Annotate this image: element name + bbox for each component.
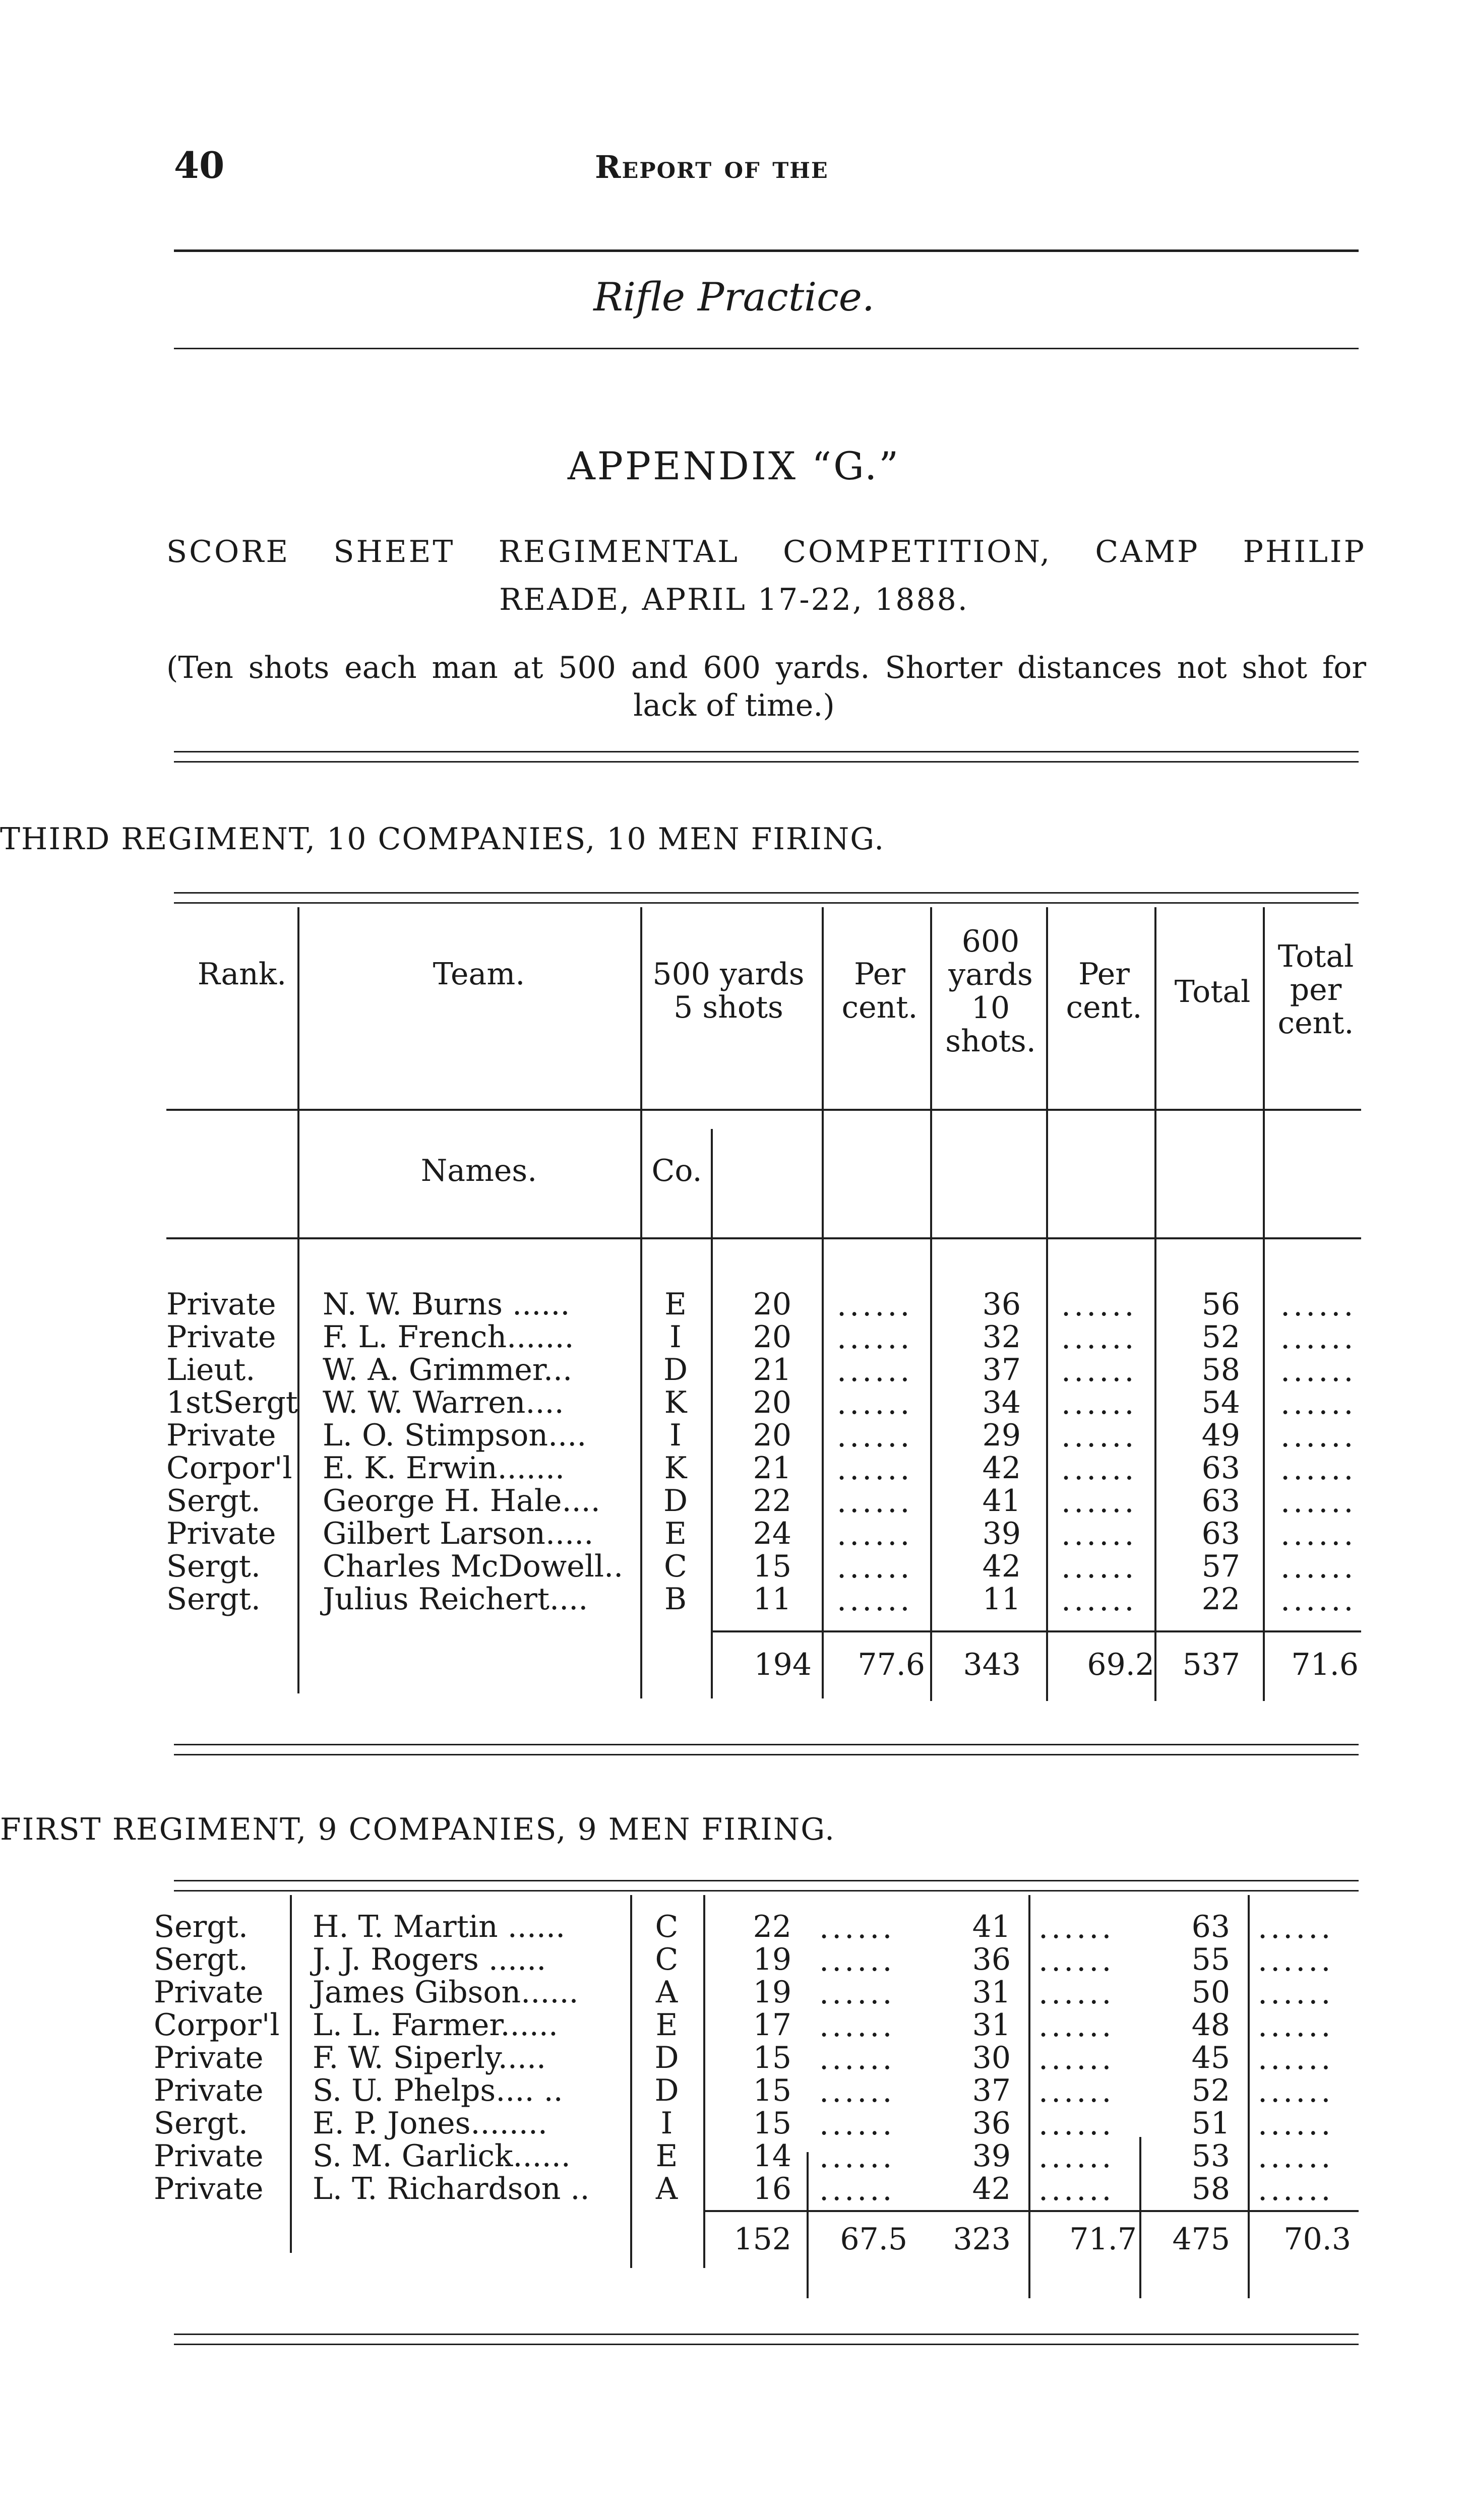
- name-cell: L. L. Farmer......: [313, 2007, 558, 2043]
- co-cell: D: [654, 2040, 679, 2075]
- col-header-pc2-line1: Per: [1078, 957, 1130, 992]
- yards-500-cell: 20: [753, 1385, 791, 1420]
- column-rule-2: [711, 1129, 713, 1698]
- per-cent-dots: ......: [837, 1386, 913, 1421]
- yards-600-cell: 42: [982, 1549, 1021, 1584]
- total-per-cent-2: 71.7: [1069, 2222, 1137, 2257]
- co-cell: K: [664, 1451, 687, 1486]
- header-divider-2: [166, 1237, 1361, 1239]
- co-cell: A: [655, 2171, 678, 2207]
- col-header-600-line2: yards: [948, 957, 1033, 992]
- name-cell: E. P. Jones........: [313, 2106, 547, 2141]
- total-per-cent-dots: ......: [1280, 1288, 1357, 1323]
- column-rule-7: [1263, 907, 1265, 1701]
- per-cent-dots: ......: [837, 1583, 913, 1618]
- per-cent-dots: ......: [1038, 1976, 1115, 2011]
- name-cell: S. U. Phelps.... ..: [313, 2073, 563, 2108]
- rank-cell: Private: [166, 1418, 276, 1453]
- per-cent-dots: ......: [819, 1910, 895, 1945]
- divider-double-top: [174, 751, 1359, 752]
- total-per-cent-dots: ......: [1280, 1484, 1357, 1520]
- total-per-cent-dots: ......: [1280, 1386, 1357, 1421]
- yards-500-cell: 21: [753, 1451, 791, 1486]
- yards-500-cell: 19: [753, 1975, 791, 2010]
- per-cent-dots: ......: [819, 2172, 895, 2208]
- column-rule-6: [1154, 907, 1156, 1701]
- column-rule-5: [1046, 907, 1048, 1701]
- yards-500-cell: 11: [753, 1582, 791, 1617]
- col-header-pc1-line1: Per: [854, 957, 905, 992]
- total-per-cent-dots: ......: [1258, 2172, 1334, 2208]
- column-rule-5: [1139, 2137, 1141, 2298]
- rank-cell: Sergt.: [166, 1582, 261, 1617]
- yards-600-cell: 34: [982, 1385, 1021, 1420]
- first-table-top-rule-2: [174, 1890, 1359, 1892]
- total-per-cent-dots: ......: [1258, 1943, 1334, 1978]
- per-cent-dots: ......: [819, 1976, 895, 2011]
- page-number: 40: [174, 144, 225, 186]
- yards-600-cell: 36: [982, 1287, 1021, 1322]
- rank-cell: Private: [154, 2073, 264, 2108]
- co-cell: I: [660, 2106, 673, 2141]
- appendix-title: APPENDIX “G.”: [567, 444, 901, 488]
- yards-500-cell: 20: [753, 1287, 791, 1322]
- yards-600-cell: 37: [982, 1352, 1021, 1388]
- yards-600-cell: 30: [972, 2040, 1011, 2075]
- total-cell: 45: [1191, 2040, 1230, 2075]
- rank-cell: Private: [154, 2171, 264, 2207]
- col-header-600-yards: [935, 925, 1046, 1058]
- total-per-cent-dots: ......: [1280, 1320, 1357, 1356]
- co-cell: K: [664, 1385, 687, 1420]
- total-cell: 51: [1191, 2106, 1230, 2141]
- total-per-cent-dots: ......: [1258, 1976, 1334, 2011]
- col-header-tpc-line3: cent.: [1277, 1005, 1354, 1041]
- per-cent-dots: ......: [819, 2074, 895, 2109]
- header-rule-top: [174, 249, 1359, 252]
- col-header-per-cent-1: [827, 958, 933, 1024]
- total-cell: 63: [1201, 1483, 1240, 1519]
- total-per-cent-dots: ......: [1258, 2107, 1334, 2142]
- per-cent-dots: ......: [1061, 1288, 1137, 1323]
- section-title: Rifle Practice.: [593, 275, 875, 320]
- total-per-cent-dots: ......: [1258, 2139, 1334, 2175]
- yards-500-cell: 21: [753, 1352, 791, 1388]
- total-per-cent-dots: ......: [1258, 2008, 1334, 2044]
- col-header-pc2-line2: cent.: [1066, 990, 1142, 1025]
- total-per-cent-1: 77.6: [858, 1647, 925, 1682]
- note-line-1: (Ten shots each man at 500 and 600 yards. Shorter distances not shot for: [166, 650, 1366, 685]
- per-cent-dots: ......: [1038, 2139, 1115, 2175]
- co-cell: A: [655, 1975, 678, 2010]
- co-cell: C: [664, 1549, 687, 1584]
- name-cell: Charles McDowell..: [323, 1549, 624, 1584]
- name-cell: Julius Reichert....: [323, 1582, 588, 1617]
- co-cell: I: [669, 1319, 682, 1355]
- rank-cell: Sergt.: [154, 1942, 248, 1977]
- per-cent-dots: ......: [1061, 1484, 1137, 1520]
- rank-cell: Lieut.: [166, 1352, 256, 1388]
- rank-cell: Private: [166, 1319, 276, 1355]
- yards-500-cell: 22: [753, 1909, 791, 1944]
- total-cell: 63: [1201, 1516, 1240, 1551]
- yards-500-cell: 15: [753, 2073, 791, 2108]
- name-cell: N. W. Burns ......: [323, 1287, 570, 1322]
- yards-600-cell: 39: [972, 2138, 1011, 2174]
- name-cell: L. O. Stimpson....: [323, 1418, 587, 1453]
- total-per-cent-dots: ......: [1258, 2041, 1334, 2076]
- total-per-cent-dots: ......: [1280, 1517, 1357, 1552]
- total-per-cent-2: 69.2: [1087, 1647, 1154, 1682]
- yards-600-cell: 36: [972, 1942, 1011, 1977]
- rank-cell: Private: [166, 1287, 276, 1322]
- total-per-cent-dots: ......: [1280, 1419, 1357, 1454]
- col-header-500-line1: 500 yards: [652, 957, 805, 992]
- total-per-cent-dots: ......: [1280, 1583, 1357, 1618]
- per-cent-dots: ......: [837, 1353, 913, 1389]
- rank-cell: Private: [166, 1516, 276, 1551]
- per-cent-dots: ......: [837, 1550, 913, 1585]
- total-cell: 63: [1201, 1451, 1240, 1486]
- rank-cell: 1stSergt: [166, 1385, 298, 1420]
- name-cell: F. W. Siperly.....: [313, 2040, 546, 2075]
- total-cell: 56: [1201, 1287, 1240, 1322]
- yards-600-cell: 36: [972, 2106, 1011, 2141]
- per-cent-dots: ......: [837, 1419, 913, 1454]
- col-header-600-line3: 10: [971, 990, 1010, 1026]
- per-cent-dots: ......: [1061, 1320, 1137, 1356]
- co-cell: E: [655, 2007, 678, 2043]
- per-cent-dots: ......: [1038, 2074, 1115, 2109]
- per-cent-dots: ......: [819, 1943, 895, 1978]
- col-header-total: Total: [1174, 974, 1251, 1010]
- running-head: Report of the: [595, 149, 829, 185]
- column-rule-0: [297, 907, 299, 1693]
- header-rule-bottom: [174, 348, 1359, 349]
- third-table-bottom-rule-2: [174, 1754, 1359, 1755]
- col-header-500-line2: 5 shots: [674, 990, 783, 1025]
- yards-500-cell: 17: [753, 2007, 791, 2043]
- col-header-per-cent-2: [1051, 958, 1157, 1024]
- per-cent-dots: ......: [1061, 1550, 1137, 1585]
- col-header-pc1-line2: cent.: [841, 990, 918, 1025]
- co-cell: C: [655, 1909, 679, 1944]
- col-header-600-line4: shots.: [945, 1024, 1036, 1059]
- name-cell: J. J. Rogers ......: [313, 1942, 546, 1977]
- yards-600-cell: 42: [972, 2171, 1011, 2207]
- column-rule-1: [640, 907, 642, 1698]
- per-cent-dots: ......: [1038, 1910, 1115, 1945]
- rank-cell: Sergt.: [166, 1549, 261, 1584]
- per-cent-dots: ......: [837, 1452, 913, 1487]
- co-cell: D: [654, 2073, 679, 2108]
- subtitle-line-2: READE, APRIL 17-22, 1888.: [499, 582, 969, 617]
- total-cell: 22: [1201, 1582, 1240, 1617]
- first-table-bottom-rule-1: [174, 2334, 1359, 2335]
- grand-total-per-cent: 71.6: [1291, 1647, 1359, 1682]
- total-cell: 57: [1201, 1549, 1240, 1584]
- co-cell: E: [655, 2138, 678, 2174]
- co-cell: E: [664, 1287, 687, 1322]
- yards-500-cell: 15: [753, 2106, 791, 2141]
- total-per-cent-1: 67.5: [840, 2222, 907, 2257]
- yards-600-cell: 41: [972, 1909, 1011, 1944]
- third-table-top-rule-1: [174, 892, 1359, 894]
- total-600-yards: 323: [953, 2222, 1011, 2257]
- col-header-rank: Rank.: [197, 957, 287, 992]
- rank-cell: Private: [154, 2040, 264, 2075]
- total-cell: 58: [1191, 2171, 1230, 2207]
- yards-600-cell: 32: [982, 1319, 1021, 1355]
- total-per-cent-dots: ......: [1280, 1452, 1357, 1487]
- total-per-cent-dots: ......: [1280, 1353, 1357, 1389]
- totals-rule: [711, 1630, 1361, 1632]
- total-cell: 58: [1201, 1352, 1240, 1388]
- per-cent-dots: ......: [1038, 2172, 1115, 2208]
- third-table-bottom-rule-1: [174, 1744, 1359, 1745]
- yards-500-cell: 16: [753, 2171, 791, 2207]
- rank-cell: Corpor'l: [154, 2007, 280, 2043]
- column-rule-0: [290, 1895, 292, 2253]
- total-600-yards: 343: [963, 1647, 1021, 1682]
- first-regiment-title: FIRST REGIMENT, 9 COMPANIES, 9 MEN FIRING.: [0, 1812, 836, 1847]
- header-divider-1: [166, 1109, 1361, 1111]
- name-cell: S. M. Garlick......: [313, 2138, 571, 2174]
- total-500-yards: 194: [754, 1647, 812, 1682]
- yards-500-cell: 22: [753, 1483, 791, 1519]
- per-cent-dots: ......: [837, 1320, 913, 1356]
- per-cent-dots: ......: [819, 2008, 895, 2044]
- co-cell: C: [655, 1942, 679, 1977]
- name-cell: F. L. French.......: [323, 1319, 574, 1355]
- first-table-bottom-rule-2: [174, 2344, 1359, 2345]
- rank-cell: Sergt.: [154, 2106, 248, 2141]
- third-regiment-title: THIRD REGIMENT, 10 COMPANIES, 10 MEN FIRING.: [0, 822, 885, 857]
- total-cell: 53: [1191, 2138, 1230, 2174]
- yards-600-cell: 31: [972, 1975, 1011, 2010]
- column-rule-3: [822, 907, 824, 1698]
- per-cent-dots: ......: [1061, 1386, 1137, 1421]
- total-500-yards: 152: [733, 2222, 791, 2257]
- yards-500-cell: 24: [753, 1516, 791, 1551]
- total-per-cent-dots: ......: [1258, 2074, 1334, 2109]
- total-cell: 48: [1191, 2007, 1230, 2043]
- col-header-team: Team.: [433, 957, 525, 992]
- totals-rule: [703, 2210, 1359, 2212]
- total-per-cent-dots: ......: [1280, 1550, 1357, 1585]
- col-header-tpc-line1: Total: [1277, 939, 1354, 974]
- third-table-top-rule-2: [174, 902, 1359, 904]
- subtitle-line-1: SCORE SHEET REGIMENTAL COMPETITION, CAMP PHILIP: [166, 534, 1366, 570]
- column-rule-2: [703, 1895, 705, 2268]
- yards-500-cell: 19: [753, 1942, 791, 1977]
- per-cent-dots: ......: [819, 2041, 895, 2076]
- grand-total-per-cent: 70.3: [1283, 2222, 1351, 2257]
- yards-600-cell: 41: [982, 1483, 1021, 1519]
- name-cell: James Gibson......: [313, 1975, 579, 2010]
- name-cell: W. A. Grimmer...: [323, 1352, 573, 1388]
- per-cent-dots: ......: [819, 2139, 895, 2175]
- per-cent-dots: ......: [1038, 2041, 1115, 2076]
- total-per-cent-dots: ......: [1258, 1910, 1334, 1945]
- name-cell: Gilbert Larson.....: [323, 1516, 594, 1551]
- total-cell: 55: [1191, 1942, 1230, 1977]
- per-cent-dots: ......: [837, 1484, 913, 1520]
- column-rule-6: [1248, 1895, 1250, 2298]
- divider-double-bottom: [174, 761, 1359, 763]
- per-cent-dots: ......: [1061, 1452, 1137, 1487]
- per-cent-dots: ......: [1038, 2008, 1115, 2044]
- name-cell: L. T. Richardson ..: [313, 2171, 590, 2207]
- first-table-top-rule-1: [174, 1880, 1359, 1881]
- yards-600-cell: 39: [982, 1516, 1021, 1551]
- column-rule-1: [630, 1895, 632, 2268]
- co-cell: D: [663, 1352, 688, 1388]
- yards-500-cell: 20: [753, 1418, 791, 1453]
- per-cent-dots: ......: [1061, 1419, 1137, 1454]
- total-cell: 52: [1191, 2073, 1230, 2108]
- yards-500-cell: 15: [753, 1549, 791, 1584]
- yards-600-cell: 37: [972, 2073, 1011, 2108]
- yards-600-cell: 31: [972, 2007, 1011, 2043]
- grand-total: 475: [1172, 2222, 1230, 2257]
- total-cell: 52: [1201, 1319, 1240, 1355]
- total-cell: 63: [1191, 1909, 1230, 1944]
- yards-600-cell: 11: [982, 1582, 1021, 1617]
- co-cell: D: [663, 1483, 688, 1519]
- yards-600-cell: 42: [982, 1451, 1021, 1486]
- co-cell: I: [669, 1418, 682, 1453]
- rank-cell: Sergt.: [166, 1483, 261, 1519]
- total-cell: 49: [1201, 1418, 1240, 1453]
- rank-cell: Sergt.: [154, 1909, 248, 1944]
- rank-cell: Corpor'l: [166, 1451, 292, 1486]
- rank-cell: Private: [154, 2138, 264, 2174]
- per-cent-dots: ......: [1038, 1943, 1115, 1978]
- total-cell: 54: [1201, 1385, 1240, 1420]
- col-header-500-yards: [643, 958, 814, 1024]
- per-cent-dots: ......: [819, 2107, 895, 2142]
- grand-total: 537: [1182, 1647, 1240, 1682]
- col-header-tpc-line2: per: [1290, 972, 1342, 1007]
- name-cell: W. W. Warren....: [323, 1385, 564, 1420]
- column-rule-4: [930, 907, 932, 1701]
- name-cell: E. K. Erwin.......: [323, 1451, 565, 1486]
- col-header-co: Co.: [651, 1153, 702, 1188]
- rank-cell: Private: [154, 1975, 264, 2010]
- yards-500-cell: 14: [753, 2138, 791, 2174]
- per-cent-dots: ......: [1061, 1583, 1137, 1618]
- col-header-600-line1: 600: [961, 924, 1020, 959]
- name-cell: H. T. Martin ......: [313, 1909, 566, 1944]
- col-header-names: Names.: [420, 1153, 537, 1188]
- co-cell: B: [664, 1582, 687, 1617]
- per-cent-dots: ......: [837, 1288, 913, 1323]
- per-cent-dots: ......: [1061, 1517, 1137, 1552]
- yards-500-cell: 20: [753, 1319, 791, 1355]
- co-cell: E: [664, 1516, 687, 1551]
- per-cent-dots: ......: [1038, 2107, 1115, 2142]
- total-cell: 50: [1191, 1975, 1230, 2010]
- yards-500-cell: 15: [753, 2040, 791, 2075]
- note-line-2: lack of time.): [633, 688, 835, 723]
- per-cent-dots: ......: [837, 1517, 913, 1552]
- per-cent-dots: ......: [1061, 1353, 1137, 1389]
- name-cell: George H. Hale....: [323, 1483, 600, 1519]
- yards-600-cell: 29: [982, 1418, 1021, 1453]
- col-header-total-per-cent: [1270, 940, 1361, 1040]
